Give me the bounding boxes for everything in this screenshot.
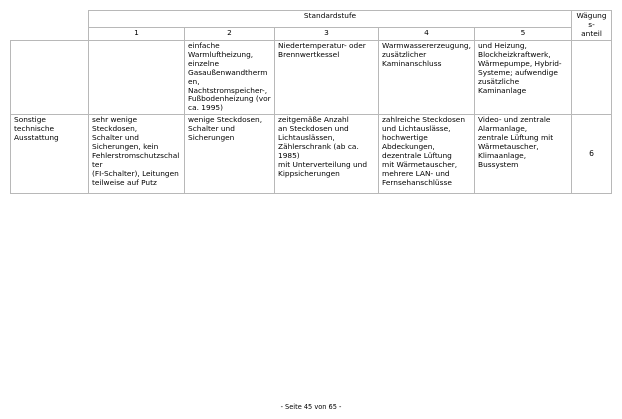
header-level-1: 1 bbox=[89, 28, 185, 41]
header-level-3: 3 bbox=[275, 28, 379, 41]
row-cell-level-3: Niedertemperatur- oder Brennwertkessel bbox=[275, 41, 379, 115]
header-row-levels bbox=[11, 28, 612, 41]
header-weight-label: Wägungs- anteil bbox=[572, 11, 612, 41]
row-cell-level-4: zahlreiche Steckdosen und Lichtauslässe, hochwertige Abdeckungen, dezentrale Lüftung mit Wärmetauscher, mehrere LAN- und Fernsehanschlüsse bbox=[379, 115, 475, 194]
standard-levels-table bbox=[10, 10, 612, 194]
row-category bbox=[11, 41, 89, 115]
header-row-group bbox=[11, 11, 612, 28]
row-cell-level-5: Video- und zentrale Alarmanlage, zentrale Lüftung mit Wärmetauscher, Klimaanlage, Bussystem bbox=[475, 115, 572, 194]
row-cell-level-1: sehr wenige Steckdosen, Schalter und Sicherungen, kein Fehlerstromschutzschalter (FI-Schalter), Leitungen teilweise auf Putz bbox=[89, 115, 185, 194]
header-empty-cell bbox=[11, 11, 89, 41]
row-cell-level-3: zeitgemäße Anzahl an Steckdosen und Lichtauslässen, Zählerschrank (ab ca. 1985) mit Unterverteilung und Kippsicherungen bbox=[275, 115, 379, 194]
row-cell-level-4: Warmwassererzeugung, zusätzlicher Kaminanschluss bbox=[379, 41, 475, 115]
row-cell-level-2: wenige Steckdosen, Schalter und Sicherungen bbox=[185, 115, 275, 194]
header-level-4: 4 bbox=[379, 28, 475, 41]
header-group-label: Standardstufe bbox=[89, 11, 572, 28]
table-row bbox=[11, 41, 612, 115]
page-number-footer: - Seite 45 von 65 - bbox=[280, 403, 342, 411]
header-level-5: 5 bbox=[475, 28, 572, 41]
row-weight: 6 bbox=[572, 115, 612, 194]
header-level-2: 2 bbox=[185, 28, 275, 41]
table-row bbox=[11, 115, 612, 194]
row-cell-level-1 bbox=[89, 41, 185, 115]
row-weight bbox=[572, 41, 612, 115]
row-cell-level-5: und Heizung, Blockheizkraftwerk, Wärmepumpe, Hybrid- Systeme; aufwendige zusätzliche Kaminanlage bbox=[475, 41, 572, 115]
row-cell-level-2: einfache Warmluftheizung, einzelne Gasaußenwandthermen, Nachtstromspeicher-, Fußbodenheizung (vor ca. 1995) bbox=[185, 41, 275, 115]
row-category: Sonstige technische Ausstattung bbox=[11, 115, 89, 194]
